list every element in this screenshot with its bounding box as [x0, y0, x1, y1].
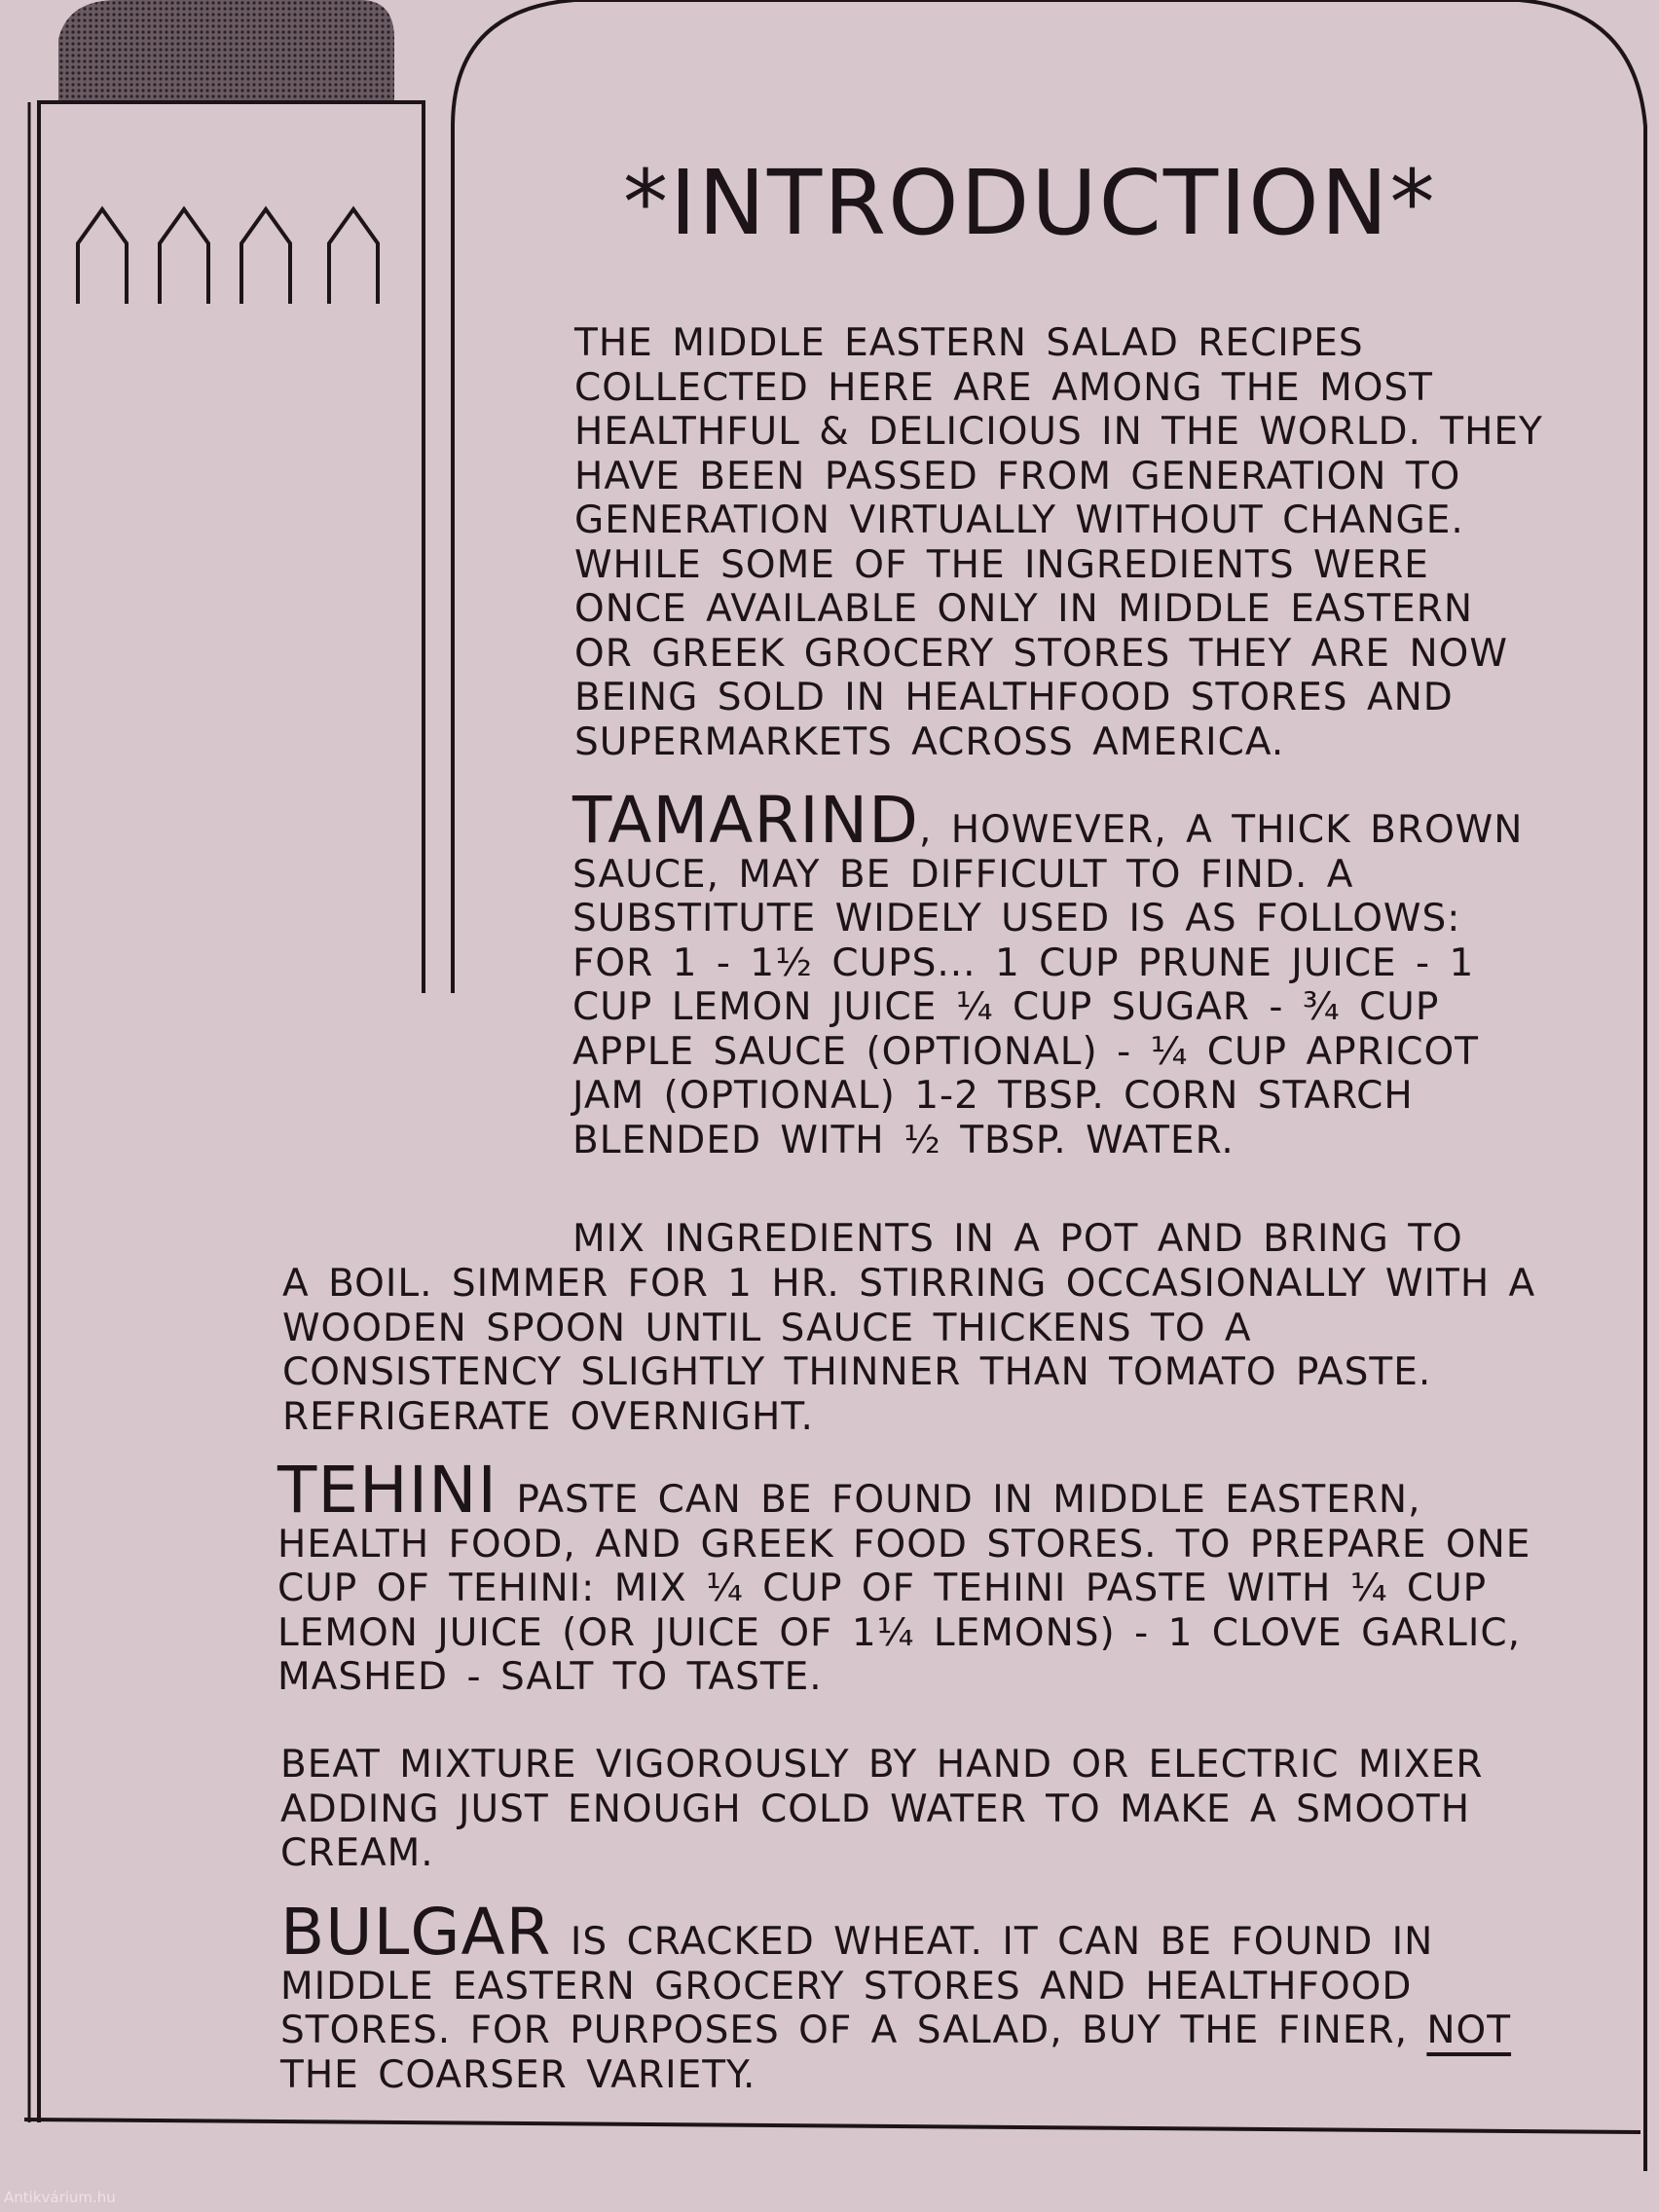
intro-paragraph: THE MIDDLE EASTERN SALAD RECIPES COLLECTED HERE ARE AMONG THE MOST HEALTHFUL & DELICIOUS IN THE WORLD. THEY HAVE BEEN PASSED FROM GENERATION TO GENERATION VIRTUALLY WITHOUT CHANGE. WHILE SOME OF THE INGREDIENTS WERE ONCE AVAILABLE ONLY IN MIDDLE EASTERN OR GREEK GROCERY STORES THEY ARE NOW BEING SOLD IN HEALTHFOOD STORES AND SUPERMARKETS ACROSS AMERICA.: [574, 321, 1543, 764]
tower-windows: [78, 209, 378, 304]
page-title: *INTRODUCTION*: [623, 151, 1437, 255]
bulgar-heading: BULGAR: [280, 1895, 552, 1970]
watermark: Antikvárium.hu: [4, 2189, 116, 2206]
tamarind-method-first-line: MIX INGREDIENTS IN A POT AND BRING TO: [572, 1217, 1463, 1261]
bulgar-emphasis: NOT: [1426, 2009, 1512, 2052]
bulgar-text-end: THE COARSER VARIETY.: [280, 2052, 756, 2097]
tamarind-method-paragraph: A BOIL. SIMMER FOR 1 HR. STIRRING OCCASIONALLY WITH A WOODEN SPOON UNTIL SAUCE THICKENS TO A CONSISTENCY SLIGHTLY THINNER THAN TOMATO PASTE. REFRIGERATE OVERNIGHT.: [282, 1262, 1536, 1439]
tamarind-text: , HOWEVER, A THICK BROWN SAUCE, MAY BE DIFFICULT TO FIND. A SUBSTITUTE WIDELY USED IS AS FOLLOWS: FOR 1 - 1½ CUPS... 1 CUP PRUNE JUICE - 1 CUP LEMON JUICE ¼ CUP SUGAR - ¾ CUP APPLE SAUCE (OPTIONAL) - ¼ CUP APRICOT JAM (OPTIONAL) 1-2 TBSP. CORN STARCH BLENDED WITH ½ TBSP. WATER.: [572, 808, 1524, 1162]
tehini-heading: TEHINI: [277, 1453, 498, 1528]
tehini-method-paragraph: BEAT MIXTURE VIGOROUSLY BY HAND OR ELECTRIC MIXER ADDING JUST ENOUGH COLD WATER TO MAKE A SMOOTH CREAM.: [280, 1743, 1484, 1875]
bulgar-text: IS CRACKED WHEAT. IT CAN BE FOUND IN MIDDLE EASTERN GROCERY STORES AND HEALTHFOOD STORES. FOR PURPOSES OF A SALAD, BUY THE FINER,: [280, 1920, 1434, 2052]
tehini-text: PASTE CAN BE FOUND IN MIDDLE EASTERN, HEALTH FOOD, AND GREEK FOOD STORES. TO PREPARE ONE CUP OF TEHINI: MIX ¼ CUP OF TEHINI PASTE WITH ¼ CUP LEMON JUICE (OR JUICE OF 1¼ LEMONS) - 1 CLOVE GARLIC, MASHED - SALT TO TASTE.: [277, 1478, 1531, 1699]
tehini-paragraph: [277, 1453, 1543, 1700]
tamarind-heading: TAMARIND: [572, 783, 919, 858]
tamarind-paragraph: [572, 783, 1546, 1162]
bottom-border: [24, 2120, 1641, 2132]
tower-dome: [58, 0, 394, 102]
bulgar-paragraph: [280, 1895, 1546, 2097]
